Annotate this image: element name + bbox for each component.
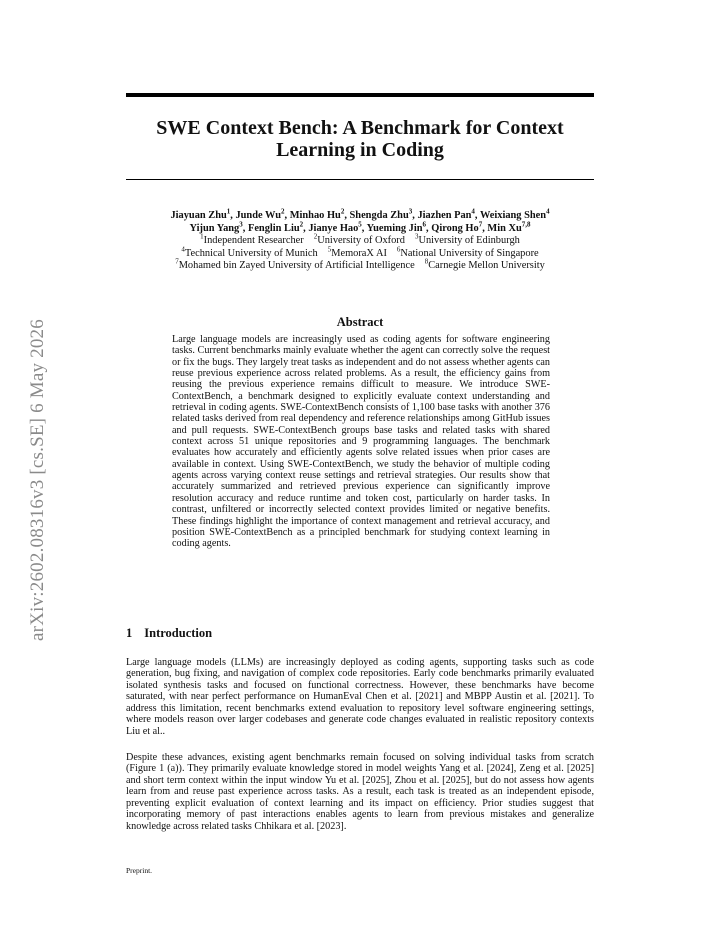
affiliation (181, 245, 318, 259)
author-name: Fenglin Liu (247, 222, 300, 234)
affiliation (327, 245, 387, 259)
affiliation-name: Carnegie Mellon University (428, 260, 545, 272)
affiliation-line (100, 257, 620, 273)
affiliation-marker: 3 (414, 232, 419, 241)
affiliation-marker: 6 (396, 245, 401, 254)
abstract-text: Large language models are increasingly used as coding agents for software engineering tasks. Current benchmarks mainly evaluate whether the agent can correctly solve the request or fix the bugs. They largely treat tasks as independent and do not assess whether agents can reuse previous experience across related problems. As a result, the efficiency gains from reusing the previous experience remains difficult to measure. We introduce SWE-ContextBench, a benchmark designed to explicitly evaluate context understanding and retrieval in coding agents. SWE-ContextBench consists of 1,100 base tasks with another 376 related tasks derived from real dependency and reference relationships among GitHub issues and pull requests. SWE-ContextBench groups base tasks and related tasks with shared context across 51 unique repositories and 9 programming languages. The benchmark evaluates how accurately and efficiently agents solve related issues when prior cases are available in context. Using SWE-ContextBench, we study the behavior of multiple coding agents across varying context reuse settings and retrieval strategies. Our results show that accurately summarized and retrieved previous experience can significantly improve resolution accuracy and reduce runtime and token cost, particularly on harder tasks. In contrast, unfiltered or incorrectly selected context provides limited or negative benefits. These findings highlight the importance of context management and retrieval accuracy, and position SWE-ContextBench as a principled benchmark for studying context learning in coding agents. (172, 334, 550, 550)
affiliation-name: Technical University of Munich (184, 247, 318, 259)
author-affiliation-marker: 7 (478, 220, 483, 229)
author (431, 220, 483, 234)
author-affiliation-marker: 7,8 (521, 220, 531, 229)
affiliation-marker: 4 (181, 245, 185, 254)
author-affiliation-marker: 1 (226, 207, 231, 216)
author-name: Yueming Jin (366, 222, 423, 234)
author (189, 220, 243, 234)
affiliation (175, 257, 415, 272)
top-rule (126, 93, 594, 97)
affiliation-name: University of Edinburgh (418, 235, 520, 247)
preprint-footer: Preprint. (126, 866, 153, 875)
author (487, 220, 531, 234)
author-name: Jiazhen Pan (417, 210, 472, 221)
affiliation-list (100, 232, 620, 273)
author-name: Min Xu (487, 222, 522, 234)
affiliation-name: National University of Singapore (400, 247, 539, 259)
introduction-paragraph-2: Despite these advances, existing agent benchmarks remain focused on solving individual tasks from scratch (Figure 1 (a)). They primarily evaluate knowledge stored in model weights Yang et al. [2024], Zeng et al. [2025] and short term context within the input window Yu et al. [2025], Zhou et al. [2025], but do not assess how agents learn from and reuse past experience across tasks. As a result, each task is treated as an independent episode, preventing explicit evaluation of context learning and its impact on efficiency. Prior studies suggest that incorporating memory of past interactions enables agents to learn from previous mistakes and generalize knowledge across related tasks Chhikara et al. [2023]. (126, 752, 594, 832)
affiliation-marker: 7 (175, 257, 179, 266)
title-rule (126, 179, 594, 180)
author-affiliation-marker: 4 (546, 207, 550, 216)
affiliation (396, 245, 539, 259)
author-affiliation-marker: 5 (358, 220, 362, 229)
section-title: Introduction (144, 626, 213, 640)
abstract-heading: Abstract (336, 315, 384, 329)
arxiv-identifier: arXiv:2602.08316v3 [cs.SE] 6 May 2026 (27, 319, 48, 641)
author-list-line-1: Jiayuan Zhu$^1$, Junde Wu$^2$, Minhao Hu$^2$, Shengda Zhu$^3$, Jiazhen Pan$^4$, Weixiang Shen$^4$ (170, 207, 550, 221)
affiliation-marker: 5 (327, 245, 332, 254)
affiliation (424, 257, 545, 272)
author-name: Jiayuan Zhu (170, 210, 227, 221)
affiliation (414, 232, 520, 247)
affiliation-name: MemoraX AI (331, 247, 387, 259)
author-affiliation-marker: 3 (239, 220, 243, 229)
author-list-line-2: Yijun Yang$^3$, Fenglin Liu$^2$, Jianye Hao$^5$, Yueming Jin$^6$, Qirong Ho$^7$, Min Xu$^{7,8}$ (189, 220, 531, 234)
author (247, 220, 304, 234)
affiliation-name: University of Oxford (317, 235, 405, 247)
author (170, 207, 231, 221)
author-affiliation-marker: 2 (340, 207, 345, 216)
affiliation-marker: 8 (424, 257, 429, 266)
section-heading-introduction (126, 626, 212, 641)
author (479, 207, 550, 221)
affiliation-name: Independent Researcher (203, 235, 304, 247)
affiliation-line (100, 232, 620, 248)
author-name: Junde Wu (235, 210, 281, 221)
author-name: Minhao Hu (289, 210, 341, 221)
author-name: Shengda Zhu (349, 210, 409, 221)
arxiv-sidebar-stamp (8, 290, 68, 670)
introduction-paragraph-1: Large language models (LLMs) are increasingly deployed as coding agents, supporting tasks such as code generation, bug fixing, and navigation of complex code repositories. Early code benchmarks primarily evaluated isolated synthesis tasks and focused on functional correctness. However, these benchmarks have become saturated, with near perfect performance on HumanEval Chen et al. [2021] and MBPP Austin et al. [2021]. To address this limitation, recent benchmarks extend evaluation to repository level software engineering settings, where models reason over larger codebases and generate code changes evaluated in realistic repository contexts Liu et al.. (126, 657, 594, 737)
affiliation-name: Mohamed bin Zayed University of Artificial Intelligence (178, 260, 415, 272)
author-name: Jianye Hao (308, 222, 359, 234)
author-name: Yijun Yang (189, 222, 240, 234)
author-name: Weixiang Shen (479, 210, 547, 221)
section-number: 1 (126, 626, 133, 640)
author-affiliation-marker: 4 (471, 207, 475, 216)
author (289, 207, 345, 221)
author (417, 207, 475, 221)
affiliation-marker: 2 (313, 232, 318, 241)
author-affiliation-marker: 3 (408, 207, 413, 216)
author-affiliation-marker: 2 (281, 207, 285, 216)
paper-title: SWE Context Bench: A Benchmark for Context Learning in Coding (156, 117, 564, 161)
affiliation-marker: 1 (200, 232, 204, 241)
author-affiliation-marker: 6 (422, 220, 427, 229)
author-name: Qirong Ho (431, 222, 479, 234)
author-block (100, 207, 620, 273)
affiliation (200, 232, 304, 247)
author-affiliation-marker: 2 (299, 220, 304, 229)
